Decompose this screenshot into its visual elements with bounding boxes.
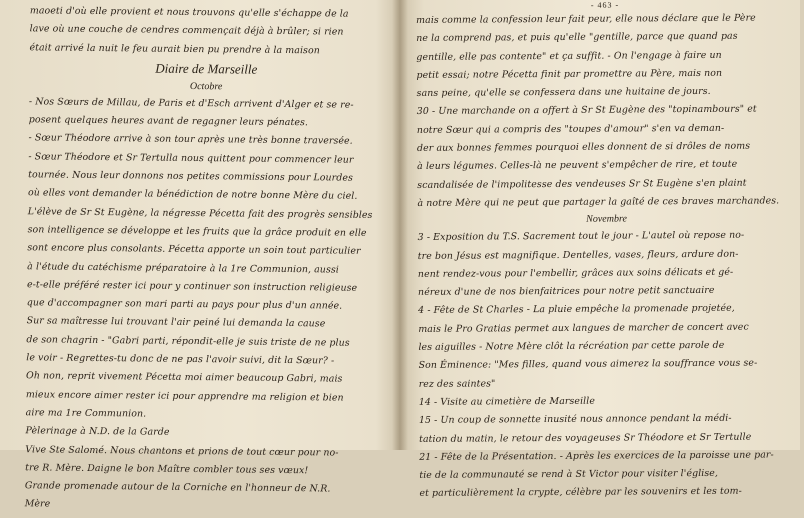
text-line: Mère <box>24 498 51 510</box>
text-line: tie de la communauté se rend à St Victor pour visiter l'église, <box>419 467 719 482</box>
text-line: son intelligence se développe et les fruits que la grâce produit en elle <box>27 224 367 239</box>
text-line: scandalisée de l'impolitesse des vendeuses Sr St Eugène s'en plaint <box>417 177 747 191</box>
text-line: les aiguilles - Notre Mère clôt la récréation par cette parole de <box>418 339 725 353</box>
month-heading: Octobre <box>189 80 223 93</box>
text-line: à l'étude du catéchisme préparatoire à la 1re Communion, aussi <box>27 260 339 276</box>
book-gutter <box>392 0 408 450</box>
text-line: - Sœur Théodore et Sr Tertulla nous quittent pour commencer leur <box>28 151 354 166</box>
text-line: nent rendez-vous pour l'embellir, grâces aux soins délicats et gé- <box>417 266 734 280</box>
left-body <box>26 93 383 426</box>
text-line: 15 - Un coup de sonnette inusité nous annonce pendant la médi- <box>418 412 732 427</box>
text-line: à notre Mère qui ne peut que partager la gaîté de ces braves marchandes. <box>417 195 780 209</box>
left-top-lines <box>29 2 384 61</box>
text-line: e-t-elle préféré rester ici pour y continuer son instruction religieuse <box>26 279 358 294</box>
text-line: tournée. Nous leur donnons nos petites commissions pour Lourdes <box>28 169 354 184</box>
text-line: L'élève de Sr St Eugène, la négresse Pécetta fait des progrès sensibles <box>27 205 373 221</box>
page-number: - 463 - <box>590 0 620 10</box>
text-line: était arrivé la nuit le feu aurait bien pu prendre à la maison <box>29 41 320 56</box>
month-heading: Novembre <box>586 213 627 226</box>
text-line: notre Sœur qui a compris des "toupes d'amour" s'en va deman- <box>416 122 725 136</box>
text-line: - Nos Sœurs de Millau, de Paris et d'Esch arrivent d'Alger et se re- <box>28 96 354 111</box>
text-line: sans peine, qu'elle se confessera dans une huitaine de jours. <box>416 86 711 100</box>
text-line: où elles vont demander la bénédiction de notre bonne Mère du ciel. <box>27 187 358 203</box>
text-line: sont encore plus consolants. Pécetta apporte un soin tout particulier <box>27 242 361 258</box>
right-page <box>408 0 803 500</box>
text-line: maoeti d'où elle provient et nous trouvons qu'elle s'échappe de la <box>29 5 349 20</box>
text-line: tre R. Mère. Daigne le bon Maître combler tous ses vœux! <box>25 462 309 477</box>
text-line: de son chagrin - "Gabri parti, répondit-elle je suis triste de ne plus <box>26 334 350 349</box>
text-line: ne la comprend pas, et puis qu'elle "gentille, parce que quand pas <box>416 30 738 45</box>
left-page <box>0 0 392 510</box>
text-line: et particulièrement la crypte, célèbre par les souvenirs et les tom- <box>419 486 742 500</box>
text-line: Vive Ste Salomé. Nous chantons et prions de tout cœur pour no- <box>25 443 339 459</box>
text-line: néreux d'une de nos bienfaitrices pour notre petit sanctuaire <box>418 285 715 299</box>
text-line: tre bon Jésus est magnifique. Dentelles, vases, fleurs, ardure don- <box>417 248 739 262</box>
text-line: Grande promenade autour de la Corniche en l'honneur de N.R. <box>24 480 331 495</box>
text-line: petit essai; notre Pécetta finit par promettre au Père, mais non <box>416 67 723 81</box>
left-tail <box>25 423 380 518</box>
text-line: tation du matin, le retour des voyageuses Sr Théodore et Sr Tertulle <box>419 431 752 445</box>
text-line: mieux encore aimer rester ici pour apprendre ma religion et bien <box>25 388 344 404</box>
text-line: rez des saintes" <box>418 378 496 390</box>
text-line: 4 - Fête de St Charles - La pluie empêche la promenade projetée, <box>418 303 735 317</box>
text-line: aire ma 1re Communion. <box>25 407 147 420</box>
text-line: - Sœur Théodore arrive à son tour après une très bonne traversée. <box>28 132 353 148</box>
text-line: que d'accompagner son mari parti au pays pour plus d'un année. <box>26 297 343 312</box>
text-line: mais comme la confession leur fait peur, elle nous déclare que le Père <box>416 12 756 26</box>
text-line: 21 - Fête de la Présentation. - Après les exercices de la paroisse une par- <box>419 449 774 463</box>
right-body <box>418 227 798 504</box>
text-line: gentille, elle pas contente" et ça suffit. - On l'engage à faire un <box>416 49 722 63</box>
text-line: Oh non, reprit vivement Pécetta moi aimer beaucoup Gabri, mais <box>26 370 343 385</box>
text-line: mais le Pro Gratias permet aux langues de marcher de concert avec <box>418 321 749 335</box>
text-line: Pèlerinage à N.D. de la Garde <box>25 425 170 439</box>
text-line: 14 - Visite au cimetière de Marseille <box>418 395 596 408</box>
text-line: le voir - Regrettes-tu donc de ne pas l'avoir suivi, dit la Sœur? - <box>26 352 335 367</box>
text-line: Son Éminence: "Mes filles, quand vous aimerez la souffrance vous se- <box>418 357 758 372</box>
text-line: à leurs légumes. Celles-là ne peuvent s'empêcher de rire, et toute <box>417 159 738 173</box>
right-top-lines <box>416 9 795 213</box>
text-line: 3 - Exposition du T.S. Sacrement tout le jour - L'autel où repose no- <box>417 229 745 244</box>
text-line: posent quelques heures avant de regagner leurs pénates. <box>28 114 309 129</box>
text-line: der aux bonnes femmes pourquoi elles donnent de si drôles de noms <box>416 140 751 155</box>
text-line: 30 - Une marchande on a offert à Sr St Eugène des "topinambours" et <box>416 104 757 118</box>
section-heading: Diaire de Marseille <box>155 60 258 77</box>
text-line: Sur sa maîtresse lui trouvant l'air peiné lui demanda la cause <box>26 315 326 330</box>
text-line: lave où une couche de cendres commençait déjà à brûler; si rien <box>29 23 344 38</box>
